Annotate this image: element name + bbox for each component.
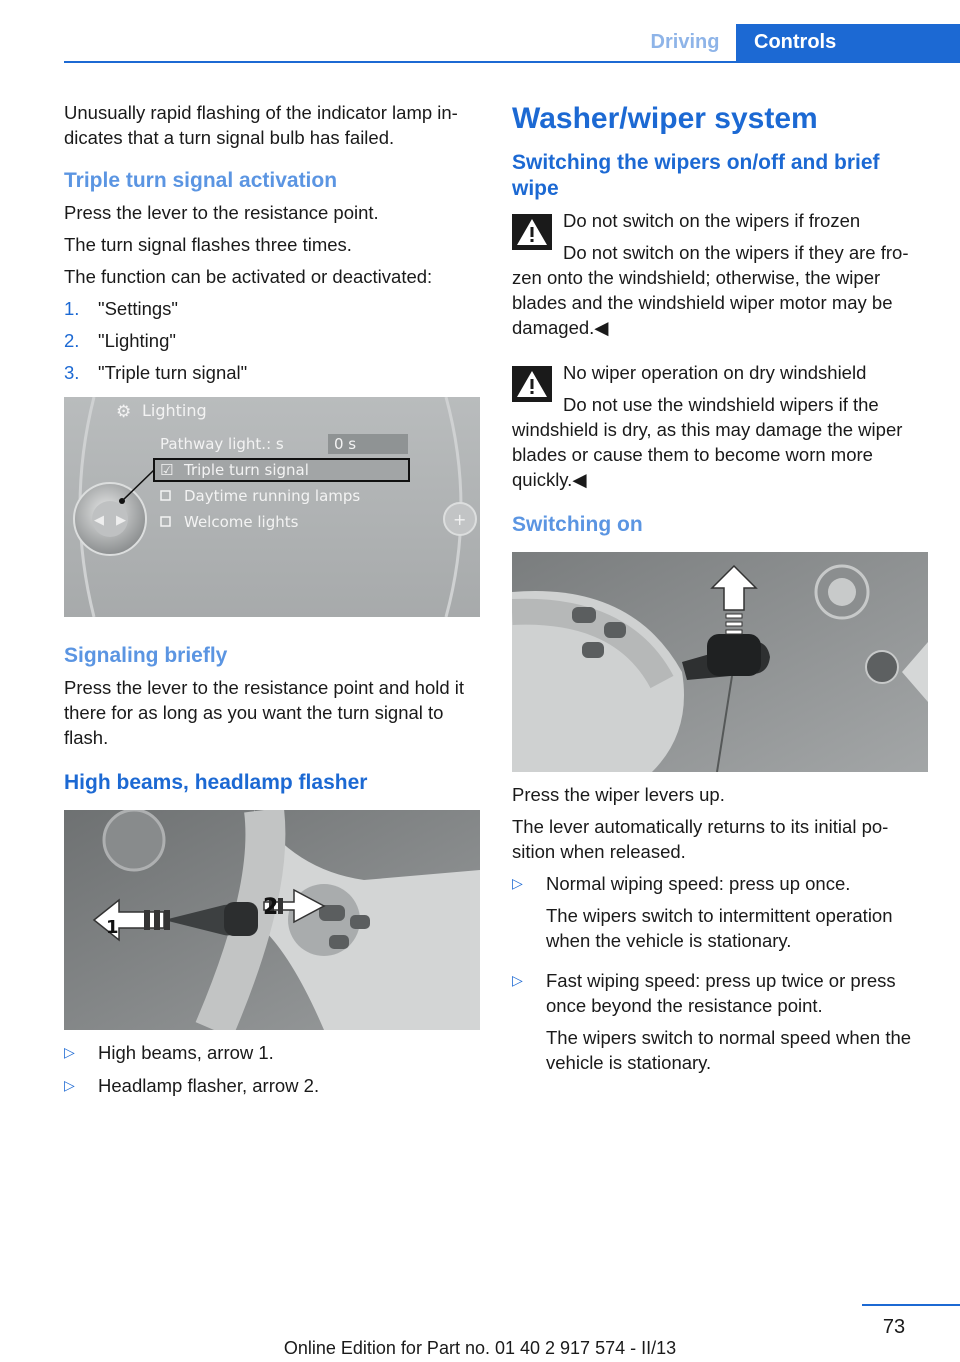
triple-heading: Triple turn signal activation bbox=[64, 169, 338, 192]
svg-text:▶: ▶ bbox=[116, 513, 126, 528]
high-beam-figure bbox=[64, 810, 480, 1030]
list-item: 2. "Lighting" bbox=[64, 330, 176, 351]
menu-row-welcome[interactable]: Welcome lights bbox=[184, 513, 299, 531]
intro-text: Unusually rapid flashing of the indicator lamp in-dicates that a turn signal bulb has failed. bbox=[64, 102, 458, 148]
warning-dry bbox=[512, 360, 928, 492]
steering-lever-illustration bbox=[64, 810, 480, 1030]
chapter-tab-controls[interactable]: Controls bbox=[736, 24, 960, 61]
wiper-p1: Press the wiper levers up. bbox=[512, 784, 725, 805]
wiper-p2: The lever automatically returns to its initial po-sition when released. bbox=[512, 816, 889, 862]
svg-text:+: + bbox=[453, 510, 467, 529]
warning-frozen-head: Do not switch on the wipers if frozen bbox=[563, 210, 861, 231]
warning-icon bbox=[512, 214, 552, 250]
arrow-label-1: 1 bbox=[106, 917, 119, 938]
arrow-label-2: 2 bbox=[263, 895, 279, 920]
warning-dry-line2: Do not use the windshield wipers if the bbox=[563, 394, 879, 415]
wiper-speed-list bbox=[512, 871, 928, 1082]
washer-title: Washer/wiper system bbox=[512, 102, 818, 135]
page-number: 73 bbox=[882, 1316, 906, 1338]
list-item: ▷ Normal wiping speed: press up once. The wipers switch to intermittent operation when the vehicle is stationary. bbox=[512, 873, 893, 951]
page-header bbox=[0, 24, 960, 62]
triple-p2: The turn signal flashes three times. bbox=[64, 234, 352, 255]
switching-on-heading: Switching on bbox=[512, 513, 643, 536]
warning-frozen-line2: Do not switch on the wipers if they are fro- bbox=[563, 242, 909, 263]
briefly-heading: Signaling briefly bbox=[64, 644, 228, 667]
wiper-lever-figure bbox=[512, 552, 928, 772]
warning-dry-head: No wiper operation on dry windshield bbox=[563, 362, 867, 383]
list-item: 3. "Triple turn signal" bbox=[64, 362, 248, 383]
menu-row-triple[interactable]: Triple turn signal bbox=[184, 461, 309, 479]
list-item: ▷ Fast wiping speed: press up twice or press once beyond the resistance point. The wipers switch to normal speed when the vehicle is stationary. bbox=[512, 970, 912, 1073]
triple-p1: Press the lever to the resistance point. bbox=[64, 202, 379, 223]
header-rule bbox=[64, 61, 960, 63]
checked-icon: ☑ bbox=[160, 461, 174, 479]
list-item: ▷ Headlamp flasher, arrow 2. bbox=[64, 1075, 320, 1096]
left-column bbox=[64, 100, 480, 1106]
triple-p3: The function can be activated or deactivated: bbox=[64, 266, 433, 287]
wiper-lever-illustration bbox=[512, 552, 928, 772]
gear-icon: ⚙ bbox=[116, 402, 132, 422]
warning-frozen-body: zen onto the windshield; otherwise, the wiper blades and the windshield wiper motor may be damaged.◀ bbox=[512, 267, 893, 338]
switching-heading: Switching the wipers on/off and brief wipe bbox=[512, 151, 880, 200]
warning-frozen bbox=[512, 208, 928, 340]
high-beams-heading: High beams, headlamp flasher bbox=[64, 771, 368, 794]
settings-steps bbox=[64, 296, 480, 385]
menu-title: Lighting bbox=[142, 401, 207, 420]
section-tab-driving[interactable]: Driving bbox=[650, 31, 720, 53]
lighting-menu-screen bbox=[64, 397, 480, 617]
svg-text:◀: ◀ bbox=[94, 513, 104, 528]
warning-dry-body: windshield is dry, as this may damage the wiper blades or cause them to become worn more quickly.◀ bbox=[512, 419, 903, 490]
pathway-value: 0 s bbox=[334, 435, 357, 453]
warning-icon bbox=[512, 366, 552, 402]
menu-row-pathway[interactable]: Pathway light.: s bbox=[160, 435, 284, 453]
briefly-p1: Press the lever to the resistance point and hold it there for as long as you want the turn signal to flash. bbox=[64, 677, 465, 748]
list-item: 1. "Settings" bbox=[64, 298, 178, 319]
footer-rule bbox=[862, 1304, 960, 1306]
lighting-menu-figure bbox=[64, 397, 480, 617]
high-beam-list bbox=[64, 1040, 480, 1098]
right-column bbox=[512, 100, 928, 1090]
list-item: ▷ High beams, arrow 1. bbox=[64, 1042, 274, 1063]
edition-note: Online Edition for Part no. 01 40 2 917 574 - II/13 bbox=[283, 1338, 677, 1358]
menu-row-daytime[interactable]: Daytime running lamps bbox=[184, 487, 361, 505]
